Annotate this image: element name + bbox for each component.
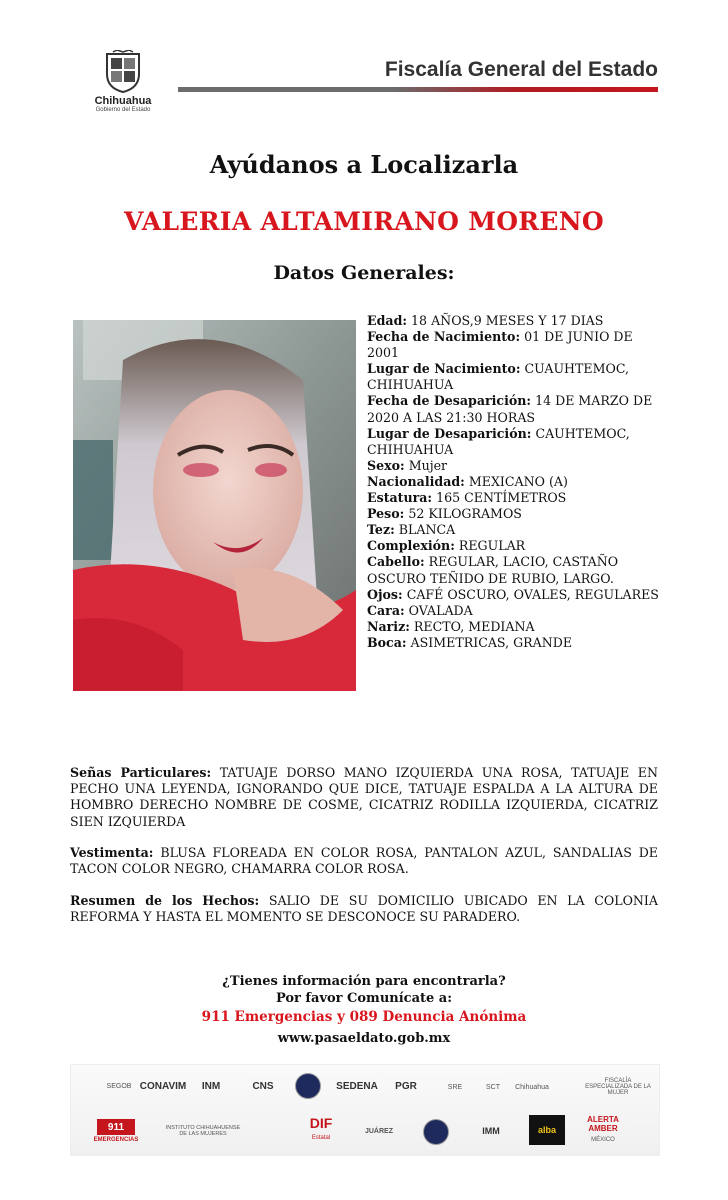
general-details xyxy=(367,313,667,651)
paragraph-text: BLUSA FLOREADA EN COLOR ROSA, PANTALON AZUL, SANDALIAS DE TACON COLOR NEGRO, CHAMARRA COLOR ROSA. xyxy=(70,845,658,877)
detail-value: REGULAR, LACIO, CASTAÑO OSCURO TEÑIDO DE RUBIO, LARGO. xyxy=(367,554,619,586)
emergency-numbers: 911 Emergencias y 089 Denuncia Anónima xyxy=(201,1009,527,1025)
detail-row xyxy=(367,554,667,586)
detail-row xyxy=(367,603,667,619)
seal-name: Chihuahua xyxy=(94,95,152,107)
dif-subtitle: Estatal xyxy=(311,1135,331,1141)
detail-label: Fecha de Desaparición: xyxy=(367,393,532,409)
summary xyxy=(70,893,658,925)
agency-title: Fiscalía General del Estado xyxy=(384,58,658,81)
detail-label: Estatura: xyxy=(367,490,433,506)
detail-value: 01 DE JUNIO DE 2001 xyxy=(367,329,633,361)
sct-logo: SCT xyxy=(486,1083,500,1091)
detail-label: Fecha de Nacimiento: xyxy=(367,329,521,345)
juarez-logo: JUÁREZ xyxy=(364,1127,393,1135)
detail-value: CUAUHTEMOC, CHIHUAHUA xyxy=(367,361,630,393)
detail-value: ASIMETRICAS, GRANDE xyxy=(410,634,573,650)
detail-value: CAUHTEMOC, CHIHUAHUA xyxy=(367,425,630,457)
pgr-logo: PGR xyxy=(395,1080,417,1092)
person-name: VALERIA ALTAMIRANO MORENO xyxy=(124,207,604,236)
detail-label: Cara: xyxy=(367,602,405,618)
chihuahua-logo: Chihuahua xyxy=(515,1083,549,1091)
detail-value: 18 AÑOS,9 MESES Y 17 DIAS xyxy=(411,313,604,328)
detail-label: Lugar de Nacimiento: xyxy=(367,361,521,377)
detail-row xyxy=(367,635,667,651)
section-title: Datos Generales: xyxy=(273,262,455,284)
detail-value: 165 CENTÍMETROS xyxy=(436,490,567,506)
sedena-logo: SEDENA xyxy=(336,1080,378,1092)
amber-logo: ALERTA AMBER xyxy=(587,1115,619,1133)
inm-logo: INM xyxy=(201,1080,221,1092)
seal-subtitle: Gobierno del Estado xyxy=(95,107,151,113)
detail-value: OVALADA xyxy=(408,602,473,618)
partner-logos xyxy=(70,1064,660,1156)
detail-value: BLANCA xyxy=(398,522,456,538)
e911-logo: 911 xyxy=(97,1119,135,1135)
e911-subtitle: EMERGENCIAS xyxy=(93,1137,139,1143)
detail-row xyxy=(367,361,667,393)
website-link[interactable]: www.pasaeldato.gob.mx xyxy=(277,1031,451,1046)
detail-value: 52 KILOGRAMOS xyxy=(408,506,522,522)
detail-value: MEXICANO (A) xyxy=(468,473,568,489)
detail-label: Boca: xyxy=(367,634,407,650)
sre-logo: SRE xyxy=(447,1083,463,1091)
missing-person-photo xyxy=(73,320,356,691)
detail-row xyxy=(367,313,667,329)
detail-value: Mujer xyxy=(408,457,448,473)
amber-subtitle: MÉXICO xyxy=(591,1137,615,1143)
headline: Ayúdanos a Localizarla xyxy=(209,150,519,179)
detail-label: Lugar de Desaparición: xyxy=(367,425,532,441)
detail-label: Peso: xyxy=(367,506,405,522)
detail-row xyxy=(367,538,667,554)
ichmujeres-logo: INSTITUTO CHIHUAHUENSE DE LAS MUJERES xyxy=(165,1125,241,1137)
contact-invite: Por favor Comunícate a: xyxy=(275,991,453,1006)
paragraph-label: Vestimenta: xyxy=(70,845,154,860)
detail-label: Cabello: xyxy=(367,554,425,570)
detail-label: Ojos: xyxy=(367,586,403,602)
detail-row xyxy=(367,490,667,506)
detail-row xyxy=(367,522,667,538)
detail-row xyxy=(367,329,667,361)
detail-label: Sexo: xyxy=(367,457,405,473)
imm-logo: IMM xyxy=(482,1126,500,1136)
detail-row xyxy=(367,458,667,474)
police-star-icon xyxy=(423,1119,449,1145)
detail-row xyxy=(367,619,667,635)
detail-row xyxy=(367,393,667,425)
contact-question: ¿Tienes información para encontrarla? xyxy=(222,974,506,989)
paragraph-text: SALIO DE SU DOMICILIO UBICADO EN LA COLONIA REFORMA Y HASTA EL MOMENTO SE DESCONOCE SU PARADERO. xyxy=(70,893,658,925)
detail-label: Nariz: xyxy=(367,618,410,634)
distinguishing-marks xyxy=(70,765,658,830)
police-badge-icon xyxy=(295,1073,321,1099)
detail-value: CAFÉ OSCURO, OVALES, REGULARES xyxy=(406,586,659,602)
detail-label: Nacionalidad: xyxy=(367,473,465,489)
detail-value: 14 DE MARZO DE 2020 A LAS 21:30 HORAS xyxy=(367,393,653,425)
paragraph-label: Señas Particulares: xyxy=(70,765,212,780)
clothing xyxy=(70,845,658,877)
cns-logo: CNS xyxy=(252,1080,274,1092)
conavim-logo xyxy=(137,1075,189,1097)
detail-row xyxy=(367,426,667,458)
fiscalia-mujer-logo: FISCALÍA ESPECIALIZADA DE LA MUJER xyxy=(585,1078,651,1096)
detail-row xyxy=(367,587,667,603)
detail-value: RECTO, MEDIANA xyxy=(413,618,535,634)
dif-logo: DIF xyxy=(309,1115,333,1131)
detail-row xyxy=(367,506,667,522)
paragraph-text: TATUAJE DORSO MANO IZQUIERDA UNA ROSA, TATUAJE EN PECHO UNA LEYENDA, IGNORANDO QUE DICE, TATUAJE ESPALDA A LA ALTURA DE HOMBRO DERECHO NOMBRE DE COSME, CICATRIZ RODILLA IZQUIERDA, CICATRIZ SIEN IZQUIERDA xyxy=(70,765,658,829)
logo-label: CONAVIM xyxy=(139,1080,187,1092)
alba-logo: alba xyxy=(529,1115,565,1145)
chihuahua-seal xyxy=(92,50,154,124)
detail-label: Complexión: xyxy=(367,538,455,554)
paragraph-label: Resumen de los Hechos: xyxy=(70,893,260,908)
header-divider xyxy=(178,87,658,92)
detail-row xyxy=(367,474,667,490)
detail-label: Tez: xyxy=(367,522,395,538)
detail-value: REGULAR xyxy=(458,538,526,554)
segob-logo: SEGOB xyxy=(106,1082,132,1090)
detail-label: Edad: xyxy=(367,313,408,328)
shield-icon xyxy=(103,50,143,94)
